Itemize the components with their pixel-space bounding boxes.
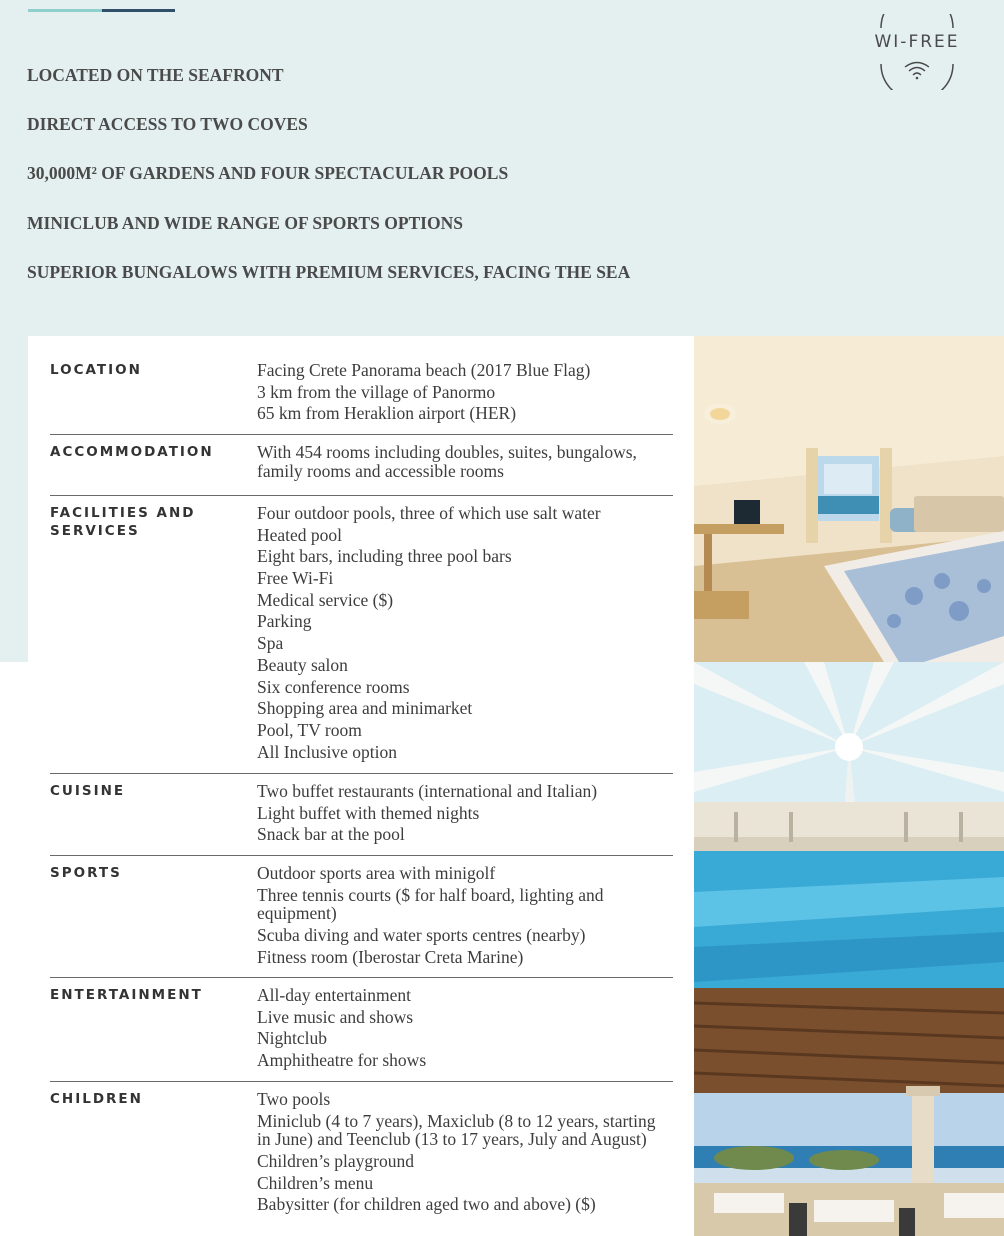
section-items	[257, 361, 669, 426]
section-item: 65 km from Heraklion airport (HER)	[257, 403, 517, 424]
accent-line-dark	[102, 9, 175, 12]
section-item: Miniclub (4 to 7 years), Maxiclub (8 to 12 years, starting in June) and Teenclub (13 to 17 years, July and August)	[257, 1110, 656, 1150]
section-items	[257, 782, 669, 847]
section-item: Light buffet with themed nights	[257, 802, 480, 823]
section-items	[257, 1090, 669, 1217]
section-label: ACCOMMODATION	[50, 444, 214, 460]
section-entertainment	[50, 986, 673, 1082]
section-item: Snack bar at the pool	[257, 824, 405, 845]
info-table	[28, 336, 694, 1236]
section-facilities	[50, 504, 673, 774]
section-item: Amphitheatre for shows	[257, 1050, 427, 1071]
section-divider	[50, 1081, 673, 1082]
section-item: Two buffet restaurants (international and Italian)	[257, 781, 598, 801]
section-item: Four outdoor pools, three of which use salt water	[257, 503, 601, 523]
section-item: Six conference rooms	[257, 676, 410, 697]
section-items	[257, 504, 669, 764]
highlight-item: SUPERIOR BUNGALOWS WITH PREMIUM SERVICES, FACING THE SEA	[27, 261, 631, 282]
accent-line-light	[28, 9, 102, 12]
section-item: Live music and shows	[257, 1006, 414, 1027]
section-item: Pool, TV room	[257, 719, 362, 740]
section-item: Eight bars, including three pool bars	[257, 546, 512, 567]
section-label: FACILITIES AND SERVICES	[50, 505, 196, 539]
section-items	[257, 986, 669, 1073]
section-label: CUISINE	[50, 783, 126, 799]
section-cuisine	[50, 782, 673, 856]
section-item: Children’s playground	[257, 1150, 414, 1171]
highlight-item: DIRECT ACCESS TO TWO COVES	[27, 114, 308, 135]
section-divider	[50, 855, 673, 856]
section-item: All Inclusive option	[257, 741, 397, 762]
photo-indoor-pool	[694, 662, 1004, 988]
section-label: LOCATION	[50, 362, 142, 378]
section-item: Shopping area and minimarket	[257, 698, 473, 719]
section-item: Babysitter (for children aged two and above) ($)	[257, 1194, 596, 1215]
section-items	[257, 443, 669, 483]
section-item: Facing Crete Panorama beach (2017 Blue Flag)	[257, 360, 591, 380]
photo-hotel-room	[694, 336, 1004, 662]
section-item: Nightclub	[257, 1028, 327, 1049]
section-item: Two pools	[257, 1089, 331, 1109]
section-item: Beauty salon	[257, 654, 348, 675]
section-children	[50, 1090, 673, 1236]
section-accommodation	[50, 443, 673, 496]
section-item: Medical service ($)	[257, 589, 394, 610]
section-label: SPORTS	[50, 865, 122, 881]
section-location	[50, 361, 673, 435]
section-item: Spa	[257, 633, 284, 654]
highlights-list	[27, 64, 630, 310]
section-divider	[50, 977, 673, 978]
section-item: Parking	[257, 611, 312, 632]
section-label: ENTERTAINMENT	[50, 987, 203, 1003]
section-item: With 454 rooms including doubles, suites, bungalows, family rooms and accessible rooms	[257, 442, 637, 481]
decorative-strip	[0, 336, 28, 662]
section-item: Heated pool	[257, 524, 343, 545]
section-label: CHILDREN	[50, 1091, 143, 1107]
section-item: Children’s menu	[257, 1172, 374, 1193]
section-item: Free Wi-Fi	[257, 568, 334, 589]
section-item: 3 km from the village of Panormo	[257, 381, 496, 402]
section-sports	[50, 864, 673, 978]
section-item: Three tennis courts ($ for half board, lighting and equipment)	[257, 884, 604, 924]
badge-label: WI-FREE	[874, 32, 960, 52]
wifi-free-badge	[866, 14, 968, 90]
highlight-item: 30,000M² OF GARDENS AND FOUR SPECTACULAR POOLS	[27, 163, 509, 184]
section-item: Scuba diving and water sports centres (nearby)	[257, 924, 586, 945]
highlight-item: LOCATED ON THE SEAFRONT	[27, 65, 284, 85]
section-divider	[50, 495, 673, 496]
section-item: Fitness room (Iberostar Creta Marine)	[257, 946, 524, 967]
section-divider	[50, 773, 673, 774]
photo-terrace-restaurant	[694, 988, 1004, 1236]
section-items	[257, 864, 669, 969]
highlight-item: MINICLUB AND WIDE RANGE OF SPORTS OPTIONS	[27, 212, 463, 233]
section-item: All-day entertainment	[257, 985, 412, 1005]
wifi-icon	[902, 60, 932, 80]
section-divider	[50, 434, 673, 435]
section-item: Outdoor sports area with minigolf	[257, 863, 496, 883]
